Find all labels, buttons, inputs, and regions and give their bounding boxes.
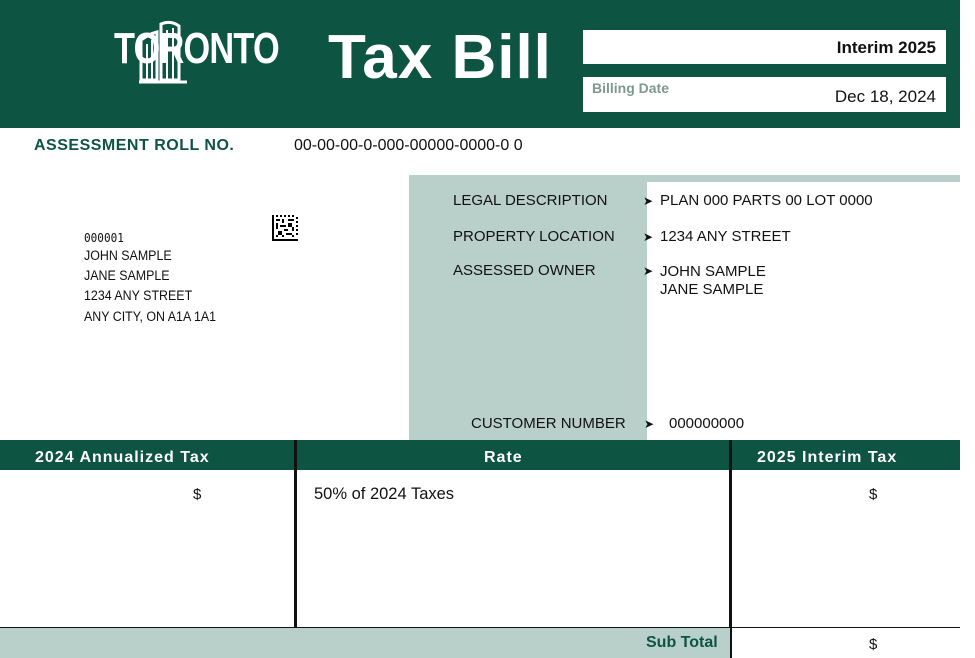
arrow-right-icon: ➤ [644, 417, 655, 431]
subtotal-label: Sub Total [646, 634, 718, 651]
logo-wordmark: TORONTO [114, 24, 279, 73]
page-title: Tax Bill [328, 23, 552, 92]
arrow-right-icon: ➤ [643, 194, 654, 208]
billing-date-box [583, 77, 946, 112]
assessed-owner-2: JANE SAMPLE [660, 281, 764, 298]
subtotal-bar [0, 628, 730, 658]
mail-sequence: 000001 [84, 231, 124, 245]
col-header-interim: 2025 Interim Tax [757, 449, 898, 466]
mail-name-2: JANE SAMPLE [84, 268, 170, 283]
bill-type-box [583, 30, 946, 64]
mail-city: ANY CITY, ON A1A 1A1 [84, 309, 217, 324]
panel-top-strip [647, 175, 960, 182]
datamatrix-icon [272, 215, 298, 241]
mail-street: 1234 ANY STREET [84, 288, 193, 303]
mail-name-1: JOHN SAMPLE [84, 248, 172, 263]
billing-date-value: Dec 18, 2024 [834, 87, 936, 106]
col-header-rate: Rate [484, 449, 523, 466]
billing-date-label: Billing Date [592, 80, 670, 96]
customer-number-label: CUSTOMER NUMBER [471, 415, 626, 432]
column-divider [729, 440, 732, 658]
subtotal-value: $ [869, 636, 878, 653]
column-divider [294, 440, 297, 629]
customer-number-value: 000000000 [669, 415, 745, 432]
bill-type-label: Interim 2025 [836, 38, 936, 57]
assessment-roll-label: ASSESSMENT ROLL NO. [34, 137, 235, 154]
property-location-label: PROPERTY LOCATION [453, 228, 615, 245]
assessment-roll-value: 00-00-00-0-000-00000-0000-0 0 [294, 137, 523, 154]
assessed-owner-label: ASSESSED OWNER [453, 262, 596, 279]
legal-description-label: LEGAL DESCRIPTION [453, 192, 608, 209]
arrow-right-icon: ➤ [643, 264, 654, 278]
arrow-right-icon: ➤ [643, 230, 654, 244]
assessed-owner-1: JOHN SAMPLE [660, 263, 766, 280]
legal-description-value: PLAN 000 PARTS 00 LOT 0000 [660, 192, 873, 209]
property-location-value: 1234 ANY STREET [660, 228, 791, 245]
header-bar [0, 0, 960, 128]
interim-tax-value: $ [869, 486, 878, 503]
property-info-panel [409, 175, 647, 440]
annualized-tax-value: $ [193, 486, 202, 503]
rate-value: 50% of 2024 Taxes [314, 485, 455, 503]
col-header-annualized: 2024 Annualized Tax [35, 449, 210, 466]
